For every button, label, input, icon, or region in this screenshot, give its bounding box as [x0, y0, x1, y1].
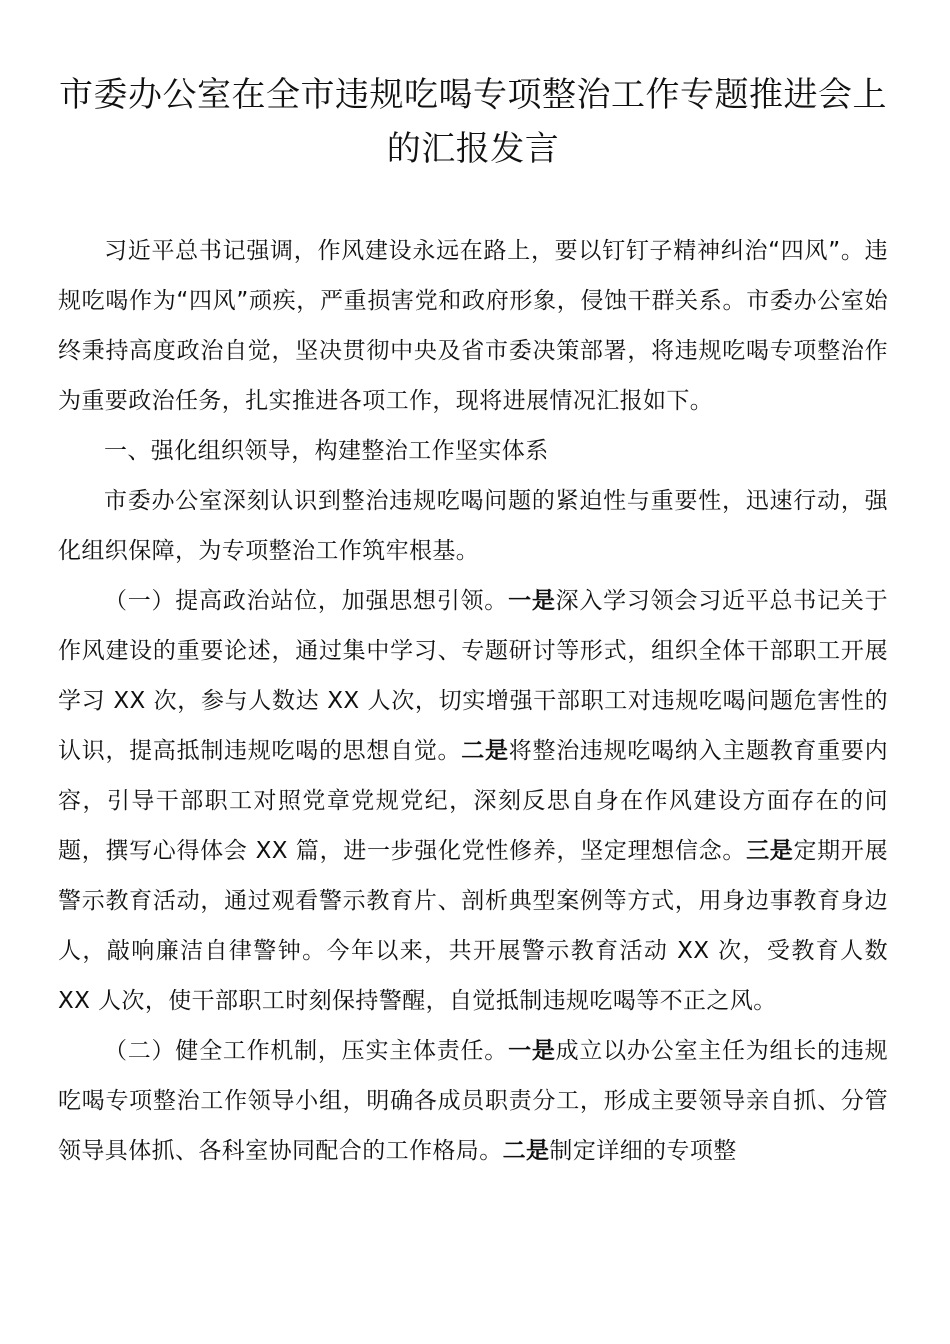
text-run: 习近平总书记强调，作风建设永远在路上，要以钉钉子精神纠治“四风”。违规吃喝作为“四风”顽疾，严重损害党和政府形象，侵蚀干群关系。市委办公室始终秉持高度政治自觉，坚决贯彻中央及省市委决策部署，将违规吃喝专项整治作为重要政治任务，扎实推进各项工作，现将进展情况汇报如下。 [58, 238, 888, 414]
bold-marker: 二是 [461, 738, 509, 764]
paragraph-intro [58, 226, 888, 426]
text-run: 制定详细的专项整 [549, 1138, 737, 1164]
text-run: 一、强化组织领导，构建整治工作坚实体系 [104, 438, 549, 464]
document-body [58, 226, 888, 1176]
paragraph-section-1-intro [58, 476, 888, 576]
text-run: 将整治违规吃喝纳入主题教育重要内容，引导干部职工对照党章党规党纪，深刻反思自身在作风建设方面存在的问题，撰写心得体会 XX 篇，进一步强化党性修养，坚定理想信念。 [58, 738, 888, 864]
section-heading-1 [58, 426, 888, 476]
paragraph-subsection-1 [58, 576, 888, 1026]
paragraph-subsection-2 [58, 1026, 888, 1176]
document-title: 市委办公室在全市违规吃喝专项整治工作专题推进会上的汇报发言 [59, 75, 887, 169]
text-run: 市委办公室深刻认识到整治违规吃喝问题的紧迫性与重要性，迅速行动，强化组织保障，为专项整治工作筑牢根基。 [58, 488, 888, 564]
bold-marker: 一是 [508, 588, 556, 614]
text-run: 定期开展警示教育活动，通过观看警示教育片、剖析典型案例等方式，用身边事教育身边人，敲响廉洁自律警钟。今年以来，共开展警示教育活动 XX 次，受教育人数 XX 人次，使干部职工时刻保持警醒，自觉抵制违规吃喝等不正之风。 [58, 838, 888, 1014]
bold-marker: 二是 [502, 1138, 550, 1164]
text-run: 深入学习领会习近平总书记关于作风建设的重要论述，通过集中学习、专题研讨等形式，组织全体干部职工开展学习 XX 次，参与人数达 XX 人次，切实增强干部职工对违规吃喝问题危害性的认识，提高抵制违规吃喝的思想自觉。 [58, 588, 888, 764]
bold-marker: 一是 [508, 1038, 556, 1064]
text-run: （一）提高政治站位，加强思想引领。 [104, 588, 509, 614]
text-run: 成立以办公室主任为组长的违规吃喝专项整治工作领导小组，明确各成员职责分工，形成主要领导亲自抓、分管领导具体抓、各科室协同配合的工作格局。 [58, 1038, 888, 1164]
text-run: （二）健全工作机制，压实主体责任。 [104, 1038, 509, 1064]
bold-marker: 三是 [746, 838, 794, 864]
